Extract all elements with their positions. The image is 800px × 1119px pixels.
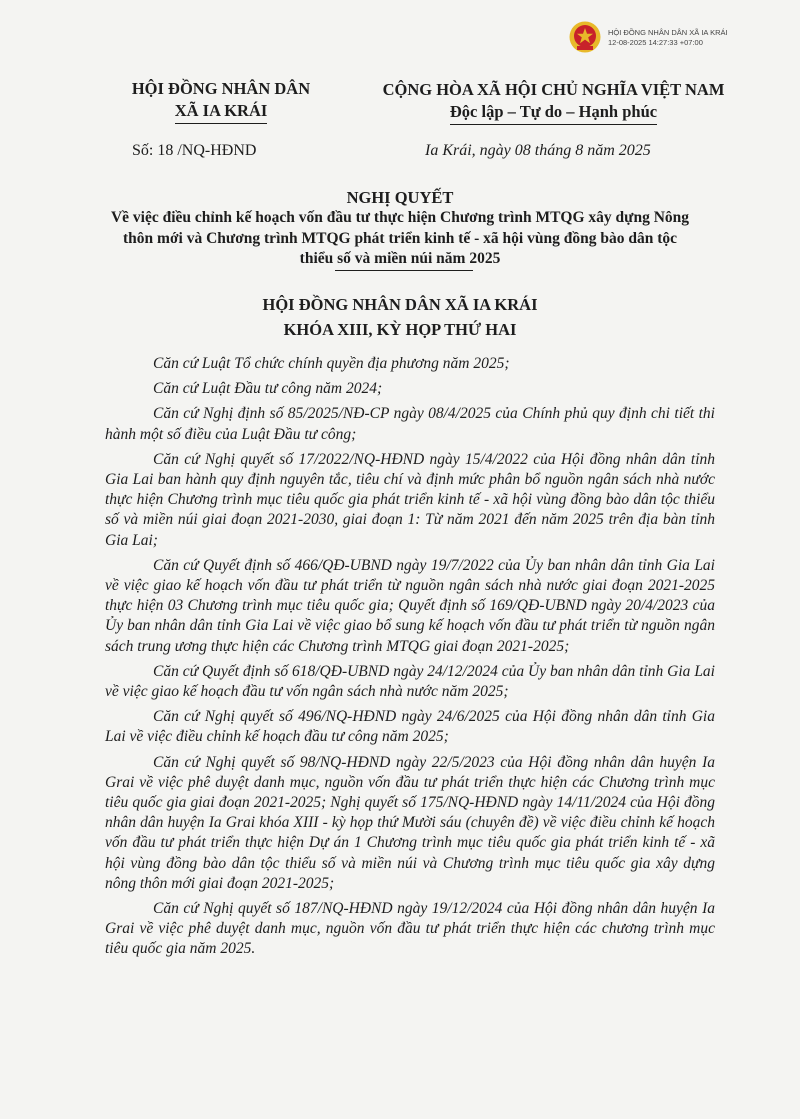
document-number: Số: 18 /NQ-HĐND: [132, 142, 257, 159]
council-heading: [100, 292, 700, 342]
legal-basis-item: Căn cứ Nghị quyết số 496/NQ-HĐND ngày 24/6/2025 của Hội đồng nhân dân tỉnh Gia Lai về việc điều chỉnh kế hoạch đầu tư công năm 2025;: [105, 708, 715, 746]
council-session: KHÓA XIII, KỲ HỌP THỨ HAI: [283, 320, 517, 339]
legal-basis-item: Căn cứ Nghị quyết số 17/2022/NQ-HĐND ngày 15/4/2022 của Hội đồng nhân dân tỉnh Gia Lai ban hành quy định nguyên tắc, tiêu chí và định mức phân bổ nguồn ngân sách nhà nước thực hiện Chương trình mục tiêu quốc gia phát triển kinh tế - xã hội vùng đồng bào dân tộc thiểu số và miền núi giai đoạn 2021-2030, giai đoạn 1: Từ năm 2021 đến năm 2025 trên địa bàn tỉnh Gia Lai;: [105, 450, 715, 549]
issuing-authority: [96, 78, 346, 124]
document-title: NGHỊ QUYẾT: [346, 188, 454, 207]
national-motto: [356, 79, 751, 125]
legal-basis-item: Căn cứ Nghị quyết số 187/NQ-HĐND ngày 19/12/2024 của Hội đồng nhân dân huyện Ia Grai về việc phê duyệt danh mục, nguồn vốn đầu tư phát triển thực hiện các chương trình mục tiêu quốc gia năm 2025.: [105, 900, 715, 958]
legal-basis-item: Căn cứ Quyết định số 618/QĐ-UBND ngày 24/12/2024 của Ủy ban nhân dân tỉnh Gia Lai về việc giao kế hoạch đầu tư vốn ngân sách nhà nước năm 2025;: [105, 662, 715, 701]
legal-basis-item: Căn cứ Quyết định số 466/QĐ-UBND ngày 19/7/2022 của Ủy ban nhân dân tỉnh Gia Lai về việc giao kế hoạch vốn đầu tư phát triển từ nguồn ngân sách nhà nước giai đoạn 2021-2025 thực hiện 03 Chương trình mục tiêu quốc gia; Quyết định số 169/QĐ-UBND ngày 20/4/2023 của Ủy ban nhân dân tỉnh Gia Lai về việc giao bổ sung kế hoạch vốn đầu tư phát triển từ nguồn ngân sách trung ương thực hiện các Chương trình MTQG giai đoạn 2021-2025;: [105, 556, 715, 655]
council-name: HỘI ĐỒNG NHÂN DÂN XÃ IA KRÁI: [262, 295, 538, 314]
legal-bases: [105, 354, 715, 965]
signature-timestamp: 12-08-2025 14:27:33 +07:00: [608, 38, 703, 47]
national-emblem-icon: [568, 20, 602, 54]
signature-org: HỘI ĐỒNG NHÂN DÂN XÃ IA KRÁI: [608, 28, 728, 37]
authority-line-1: HỘI ĐỒNG NHÂN DÂN: [131, 79, 311, 98]
digital-signature-stamp: [568, 20, 793, 54]
place-and-date: Ia Krái, ngày 08 tháng 8 năm 2025: [425, 142, 651, 159]
document-subject: Về việc điều chỉnh kế hoạch vốn đầu tư thực hiện Chương trình MTQG xây dựng Nông thôn mới và Chương trình MTQG phát triển kinh tế - xã hội vùng đồng bào dân tộc thiểu số và miền núi năm 2025: [110, 209, 690, 267]
legal-basis-item: Căn cứ Nghị quyết số 98/NQ-HĐND ngày 22/5/2023 của Hội đồng nhân dân huyện Ia Grai về việc phê duyệt danh mục, nguồn vốn đầu tư phát triển thực hiện các Chương trình mục tiêu quốc gia giai đoạn 2021-2025; Nghị quyết số 175/NQ-HĐND ngày 14/11/2024 của Hội đồng nhân dân huyện Ia Grai khóa XIII - kỳ họp thứ Mười sáu (chuyên đề) về việc điều chỉnh kế hoạch vốn đầu tư phát triển thực hiện Dự án 1 Chương trình mục tiêu quốc gia phát triển kinh tế - xã hội vùng đồng bào dân tộc thiểu số và miền núi và Chương trình mục tiêu quốc gia xây dựng nông thôn mới giai đoạn 2021-2025;: [105, 753, 715, 892]
legal-basis-item: Căn cứ Luật Tổ chức chính quyền địa phương năm 2025;: [153, 355, 510, 372]
subject-underline: [335, 270, 473, 271]
country-name: CỘNG HÒA XÃ HỘI CHỦ NGHĨA VIỆT NAM: [382, 80, 725, 99]
legal-basis-item: Căn cứ Luật Đầu tư công năm 2024;: [153, 380, 383, 398]
legal-basis-item: Căn cứ Nghị định số 85/2025/NĐ-CP ngày 08/4/2025 của Chính phủ quy định chi tiết thi hành một số điều của Luật Đầu tư công;: [105, 405, 715, 443]
motto-line: Độc lập – Tự do – Hạnh phúc: [450, 101, 657, 125]
authority-line-2: XÃ IA KRÁI: [175, 100, 268, 124]
